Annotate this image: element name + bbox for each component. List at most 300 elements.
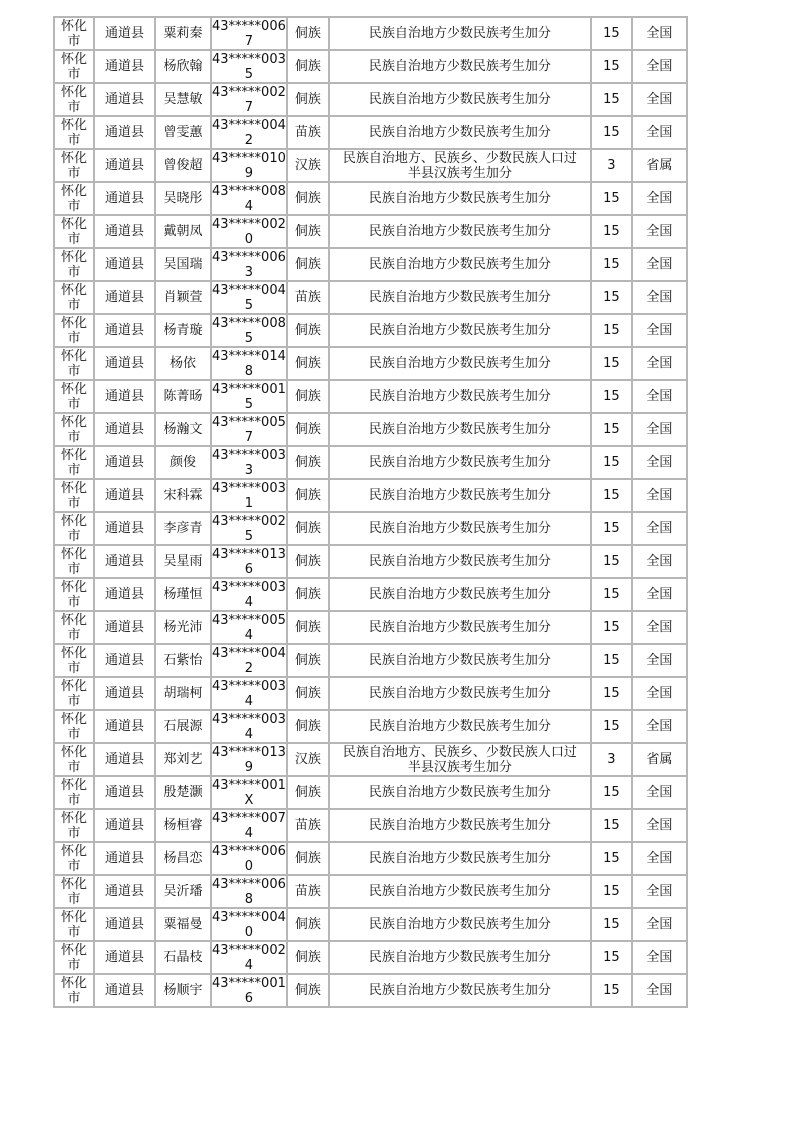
bonus-reason-cell (330, 645, 590, 676)
bonus-reason-cell (330, 843, 590, 874)
id-number-cell (212, 84, 286, 115)
bonus-points-cell: 15 (592, 84, 631, 115)
scope-cell: 全国 (633, 645, 686, 676)
bonus-reason-line: 民族自治地方少数民族考生加分 (368, 917, 551, 932)
student-name-cell: 粟莉秦 (156, 18, 210, 49)
id-number-line: 43*****013 (212, 744, 286, 760)
county-cell: 通道县 (95, 810, 154, 841)
bonus-reason-cell (330, 513, 590, 544)
id-number-line: 9 (244, 759, 254, 775)
id-number-cell (212, 777, 286, 808)
ethnicity-cell: 侗族 (288, 315, 328, 346)
ethnicity-cell: 苗族 (288, 282, 328, 313)
id-number-line: 43*****008 (212, 183, 286, 199)
table-row (55, 414, 686, 445)
city-cell: 怀化市 (55, 876, 93, 907)
id-number-line: 7 (244, 429, 254, 445)
student-name-cell: 吴国瑞 (156, 249, 210, 280)
table-row (55, 447, 686, 478)
scope-cell: 全国 (633, 975, 686, 1006)
bonus-points-cell: 15 (592, 711, 631, 742)
scope-cell: 全国 (633, 216, 686, 247)
bonus-reason-cell (330, 282, 590, 313)
table-row (55, 282, 686, 313)
county-cell: 通道县 (95, 909, 154, 940)
county-cell: 通道县 (95, 249, 154, 280)
bonus-reason-line: 民族自治地方少数民族考生加分 (368, 191, 551, 206)
city-cell: 怀化市 (55, 183, 93, 214)
city-cell: 怀化市 (55, 546, 93, 577)
bonus-points-cell: 15 (592, 51, 631, 82)
table-row (55, 711, 686, 742)
table-row (55, 843, 686, 874)
id-number-cell (212, 909, 286, 940)
scope-cell: 全国 (633, 51, 686, 82)
table-row (55, 18, 686, 49)
city-cell: 怀化市 (55, 645, 93, 676)
student-name-cell: 杨昌恋 (156, 843, 210, 874)
bonus-points-table (53, 16, 688, 1008)
bonus-reason-line: 民族自治地方少数民族考生加分 (368, 587, 551, 602)
bonus-points-cell: 15 (592, 909, 631, 940)
bonus-points-cell: 15 (592, 381, 631, 412)
bonus-reason-cell (330, 612, 590, 643)
scope-cell: 全国 (633, 876, 686, 907)
bonus-reason-line: 民族自治地方少数民族考生加分 (368, 818, 551, 833)
ethnicity-cell: 侗族 (288, 51, 328, 82)
student-name-cell: 颜俊 (156, 447, 210, 478)
bonus-reason-line: 民族自治地方少数民族考生加分 (368, 686, 551, 701)
bonus-points-cell: 15 (592, 546, 631, 577)
bonus-reason-cell (330, 183, 590, 214)
id-number-line: 8 (244, 363, 254, 379)
table-row (55, 744, 686, 775)
county-cell: 通道县 (95, 678, 154, 709)
id-number-line: 4 (244, 627, 254, 643)
scope-cell: 全国 (633, 117, 686, 148)
id-number-line: 43*****002 (212, 84, 286, 100)
student-name-cell: 杨瀚文 (156, 414, 210, 445)
county-cell: 通道县 (95, 975, 154, 1006)
id-number-line: 1 (244, 495, 254, 511)
id-number-line: 6 (244, 990, 254, 1006)
ethnicity-cell: 侗族 (288, 777, 328, 808)
id-number-line: 43*****005 (212, 414, 286, 430)
scope-cell: 全国 (633, 513, 686, 544)
county-cell: 通道县 (95, 216, 154, 247)
id-number-line: 43*****003 (212, 711, 286, 727)
county-cell: 通道县 (95, 579, 154, 610)
id-number-cell (212, 744, 286, 775)
table-row (55, 909, 686, 940)
id-number-line: 2 (244, 660, 254, 676)
student-name-cell: 吴晓彤 (156, 183, 210, 214)
city-cell: 怀化市 (55, 315, 93, 346)
scope-cell: 全国 (633, 810, 686, 841)
bonus-points-cell: 15 (592, 315, 631, 346)
county-cell: 通道县 (95, 480, 154, 511)
bonus-reason-cell (330, 480, 590, 511)
id-number-line: 4 (244, 957, 254, 973)
bonus-reason-line: 民族自治地方少数民族考生加分 (368, 422, 551, 437)
scope-cell: 全国 (633, 282, 686, 313)
student-name-cell: 肖颖萱 (156, 282, 210, 313)
ethnicity-cell: 侗族 (288, 645, 328, 676)
student-name-cell: 杨依 (156, 348, 210, 379)
scope-cell: 全国 (633, 579, 686, 610)
bonus-points-cell: 15 (592, 876, 631, 907)
id-number-line: 43*****001 (212, 777, 286, 793)
bonus-points-cell: 15 (592, 414, 631, 445)
bonus-reason-cell (330, 678, 590, 709)
id-number-line: 43*****003 (212, 480, 286, 496)
scope-cell: 全国 (633, 348, 686, 379)
bonus-points-cell: 15 (592, 678, 631, 709)
bonus-points-cell: 15 (592, 975, 631, 1006)
city-cell: 怀化市 (55, 150, 93, 181)
id-number-line: 5 (244, 396, 254, 412)
id-number-line: 43*****007 (212, 810, 286, 826)
city-cell: 怀化市 (55, 711, 93, 742)
county-cell: 通道县 (95, 612, 154, 643)
city-cell: 怀化市 (55, 18, 93, 49)
id-number-cell (212, 579, 286, 610)
id-number-line: 43*****008 (212, 315, 286, 331)
student-name-cell: 杨瑾恒 (156, 579, 210, 610)
id-number-cell (212, 414, 286, 445)
bonus-reason-cell (330, 414, 590, 445)
scope-cell: 全国 (633, 612, 686, 643)
bonus-reason-line: 民族自治地方少数民族考生加分 (368, 455, 551, 470)
id-number-line: 43*****004 (212, 282, 286, 298)
county-cell: 通道县 (95, 777, 154, 808)
scope-cell: 全国 (633, 183, 686, 214)
student-name-cell: 杨顺宇 (156, 975, 210, 1006)
id-number-line: 43*****002 (212, 513, 286, 529)
bonus-points-cell: 15 (592, 348, 631, 379)
id-number-line: 43*****004 (212, 117, 286, 133)
scope-cell: 全国 (633, 546, 686, 577)
bonus-reason-line: 民族自治地方少数民族考生加分 (368, 851, 551, 866)
bonus-reason-cell (330, 810, 590, 841)
bonus-reason-line: 民族自治地方少数民族考生加分 (368, 356, 551, 371)
id-number-line: 43*****002 (212, 942, 286, 958)
id-number-cell (212, 975, 286, 1006)
table-row (55, 216, 686, 247)
id-number-cell (212, 315, 286, 346)
county-cell: 通道县 (95, 711, 154, 742)
id-number-line: 5 (244, 528, 254, 544)
ethnicity-cell: 侗族 (288, 249, 328, 280)
county-cell: 通道县 (95, 183, 154, 214)
city-cell: 怀化市 (55, 282, 93, 313)
id-number-line: X (244, 792, 254, 808)
ethnicity-cell: 侗族 (288, 909, 328, 940)
id-number-cell (212, 678, 286, 709)
ethnicity-cell: 侗族 (288, 480, 328, 511)
county-cell: 通道县 (95, 843, 154, 874)
student-name-cell: 杨青璇 (156, 315, 210, 346)
id-number-cell (212, 513, 286, 544)
id-number-cell (212, 51, 286, 82)
id-number-line: 4 (244, 726, 254, 742)
bonus-reason-line: 民族自治地方少数民族考生加分 (368, 785, 551, 800)
student-name-cell: 李彦青 (156, 513, 210, 544)
student-name-cell: 郑刘艺 (156, 744, 210, 775)
bonus-reason-line: 民族自治地方少数民族考生加分 (368, 290, 551, 305)
bonus-points-cell: 15 (592, 513, 631, 544)
ethnicity-cell: 侗族 (288, 711, 328, 742)
ethnicity-cell: 侗族 (288, 843, 328, 874)
city-cell: 怀化市 (55, 216, 93, 247)
county-cell: 通道县 (95, 942, 154, 973)
scope-cell: 全国 (633, 315, 686, 346)
city-cell: 怀化市 (55, 513, 93, 544)
county-cell: 通道县 (95, 150, 154, 181)
ethnicity-cell: 苗族 (288, 876, 328, 907)
county-cell: 通道县 (95, 645, 154, 676)
bonus-reason-line: 民族自治地方少数民族考生加分 (368, 983, 551, 998)
id-number-line: 0 (244, 231, 254, 247)
scope-cell: 全国 (633, 381, 686, 412)
id-number-cell (212, 612, 286, 643)
id-number-line: 43*****005 (212, 612, 286, 628)
bonus-reason-line: 民族自治地方少数民族考生加分 (368, 323, 551, 338)
county-cell: 通道县 (95, 348, 154, 379)
student-name-cell: 粟福曼 (156, 909, 210, 940)
student-name-cell: 杨欣翰 (156, 51, 210, 82)
id-number-line: 43*****006 (212, 18, 286, 34)
bonus-points-cell: 15 (592, 480, 631, 511)
county-cell: 通道县 (95, 282, 154, 313)
city-cell: 怀化市 (55, 480, 93, 511)
scope-cell: 全国 (633, 678, 686, 709)
scope-cell: 省属 (633, 744, 686, 775)
table-body (55, 18, 686, 1006)
id-number-line: 5 (244, 330, 254, 346)
city-cell: 怀化市 (55, 447, 93, 478)
id-number-line: 8 (244, 891, 254, 907)
id-number-line: 4 (244, 198, 254, 214)
county-cell: 通道县 (95, 876, 154, 907)
scope-cell: 全国 (633, 480, 686, 511)
id-number-line: 9 (244, 165, 254, 181)
city-cell: 怀化市 (55, 909, 93, 940)
id-number-line: 7 (244, 99, 254, 115)
ethnicity-cell: 侗族 (288, 546, 328, 577)
table-row (55, 183, 686, 214)
bonus-reason-line: 民族自治地方少数民族考生加分 (368, 125, 551, 140)
student-name-cell: 石晶枝 (156, 942, 210, 973)
id-number-line: 43*****014 (212, 348, 286, 364)
scope-cell: 全国 (633, 843, 686, 874)
city-cell: 怀化市 (55, 249, 93, 280)
id-number-line: 43*****004 (212, 645, 286, 661)
student-name-cell: 胡瑞柯 (156, 678, 210, 709)
table-row (55, 810, 686, 841)
student-name-cell: 吴慧敏 (156, 84, 210, 115)
id-number-line: 43*****006 (212, 876, 286, 892)
bonus-reason-cell (330, 249, 590, 280)
id-number-line: 43*****003 (212, 579, 286, 595)
id-number-cell (212, 117, 286, 148)
bonus-reason-line: 民族自治地方少数民族考生加分 (368, 257, 551, 272)
scope-cell: 全国 (633, 447, 686, 478)
table-row (55, 777, 686, 808)
bonus-reason-line: 民族自治地方少数民族考生加分 (368, 653, 551, 668)
bonus-points-cell: 15 (592, 447, 631, 478)
bonus-reason-cell (330, 711, 590, 742)
table-row (55, 84, 686, 115)
ethnicity-cell: 苗族 (288, 117, 328, 148)
county-cell: 通道县 (95, 315, 154, 346)
bonus-reason-cell (330, 348, 590, 379)
city-cell: 怀化市 (55, 744, 93, 775)
scope-cell: 全国 (633, 942, 686, 973)
scope-cell: 全国 (633, 777, 686, 808)
ethnicity-cell: 侗族 (288, 579, 328, 610)
bonus-reason-line: 民族自治地方少数民族考生加分 (368, 389, 551, 404)
id-number-line: 2 (244, 132, 254, 148)
table-row (55, 546, 686, 577)
city-cell: 怀化市 (55, 381, 93, 412)
county-cell: 通道县 (95, 18, 154, 49)
id-number-line: 43*****002 (212, 216, 286, 232)
student-name-cell: 杨光沛 (156, 612, 210, 643)
student-name-cell: 宋科霖 (156, 480, 210, 511)
student-name-cell: 石展源 (156, 711, 210, 742)
bonus-reason-cell (330, 744, 590, 775)
county-cell: 通道县 (95, 513, 154, 544)
id-number-line: 43*****006 (212, 249, 286, 265)
bonus-reason-line: 民族自治地方少数民族考生加分 (368, 884, 551, 899)
student-name-cell: 杨桓睿 (156, 810, 210, 841)
id-number-cell (212, 480, 286, 511)
bonus-reason-cell (330, 150, 590, 181)
county-cell: 通道县 (95, 51, 154, 82)
county-cell: 通道县 (95, 744, 154, 775)
bonus-points-cell: 3 (592, 150, 631, 181)
city-cell: 怀化市 (55, 579, 93, 610)
ethnicity-cell: 侗族 (288, 414, 328, 445)
bonus-points-cell: 15 (592, 18, 631, 49)
id-number-cell (212, 876, 286, 907)
ethnicity-cell: 苗族 (288, 810, 328, 841)
student-name-cell: 殷楚灏 (156, 777, 210, 808)
table-row (55, 315, 686, 346)
ethnicity-cell: 侗族 (288, 975, 328, 1006)
id-number-line: 43*****010 (212, 150, 286, 166)
id-number-cell (212, 645, 286, 676)
bonus-reason-line: 半县汉族考生加分 (407, 759, 512, 775)
bonus-points-cell: 15 (592, 810, 631, 841)
scope-cell: 全国 (633, 249, 686, 280)
id-number-line: 43*****003 (212, 51, 286, 67)
student-name-cell: 吴星雨 (156, 546, 210, 577)
table-row (55, 612, 686, 643)
id-number-line: 4 (244, 594, 254, 610)
ethnicity-cell: 侗族 (288, 612, 328, 643)
city-cell: 怀化市 (55, 810, 93, 841)
table-row (55, 51, 686, 82)
bonus-reason-line: 民族自治地方、民族乡、少数民族人口过 (342, 150, 577, 166)
table-row (55, 975, 686, 1006)
ethnicity-cell: 侗族 (288, 942, 328, 973)
id-number-cell (212, 183, 286, 214)
scope-cell: 全国 (633, 909, 686, 940)
id-number-cell (212, 711, 286, 742)
table-row (55, 513, 686, 544)
bonus-reason-line: 民族自治地方少数民族考生加分 (368, 224, 551, 239)
city-cell: 怀化市 (55, 51, 93, 82)
id-number-cell (212, 447, 286, 478)
bonus-reason-line: 民族自治地方少数民族考生加分 (368, 26, 551, 41)
table-row (55, 480, 686, 511)
table-row (55, 645, 686, 676)
bonus-points-cell: 3 (592, 744, 631, 775)
bonus-reason-line: 民族自治地方少数民族考生加分 (368, 92, 551, 107)
ethnicity-cell: 汉族 (288, 744, 328, 775)
id-number-line: 0 (244, 924, 254, 940)
id-number-line: 43*****001 (212, 975, 286, 991)
city-cell: 怀化市 (55, 777, 93, 808)
bonus-reason-line: 民族自治地方少数民族考生加分 (368, 554, 551, 569)
bonus-reason-cell (330, 942, 590, 973)
id-number-cell (212, 348, 286, 379)
scope-cell: 全国 (633, 711, 686, 742)
ethnicity-cell: 侗族 (288, 348, 328, 379)
bonus-points-cell: 15 (592, 942, 631, 973)
id-number-cell (212, 381, 286, 412)
table-row (55, 117, 686, 148)
county-cell: 通道县 (95, 381, 154, 412)
bonus-points-cell: 15 (592, 282, 631, 313)
student-name-cell: 吴沂璠 (156, 876, 210, 907)
bonus-reason-cell (330, 777, 590, 808)
bonus-points-cell: 15 (592, 117, 631, 148)
table-row (55, 942, 686, 973)
bonus-reason-line: 民族自治地方少数民族考生加分 (368, 719, 551, 734)
id-number-line: 0 (244, 858, 254, 874)
id-number-cell (212, 249, 286, 280)
table-row (55, 150, 686, 181)
id-number-line: 43*****001 (212, 381, 286, 397)
county-cell: 通道县 (95, 414, 154, 445)
id-number-cell (212, 18, 286, 49)
id-number-line: 43*****013 (212, 546, 286, 562)
id-number-line: 6 (244, 561, 254, 577)
bonus-points-cell: 15 (592, 579, 631, 610)
id-number-line: 43*****006 (212, 843, 286, 859)
table-row (55, 348, 686, 379)
student-name-cell: 石紫怡 (156, 645, 210, 676)
city-cell: 怀化市 (55, 975, 93, 1006)
id-number-cell (212, 546, 286, 577)
bonus-reason-cell (330, 975, 590, 1006)
bonus-reason-cell (330, 315, 590, 346)
id-number-line: 43*****004 (212, 909, 286, 925)
id-number-cell (212, 810, 286, 841)
city-cell: 怀化市 (55, 348, 93, 379)
id-number-cell (212, 216, 286, 247)
ethnicity-cell: 侗族 (288, 381, 328, 412)
bonus-points-cell: 15 (592, 777, 631, 808)
county-cell: 通道县 (95, 447, 154, 478)
city-cell: 怀化市 (55, 612, 93, 643)
scope-cell: 全国 (633, 18, 686, 49)
bonus-reason-line: 民族自治地方少数民族考生加分 (368, 488, 551, 503)
ethnicity-cell: 侗族 (288, 84, 328, 115)
